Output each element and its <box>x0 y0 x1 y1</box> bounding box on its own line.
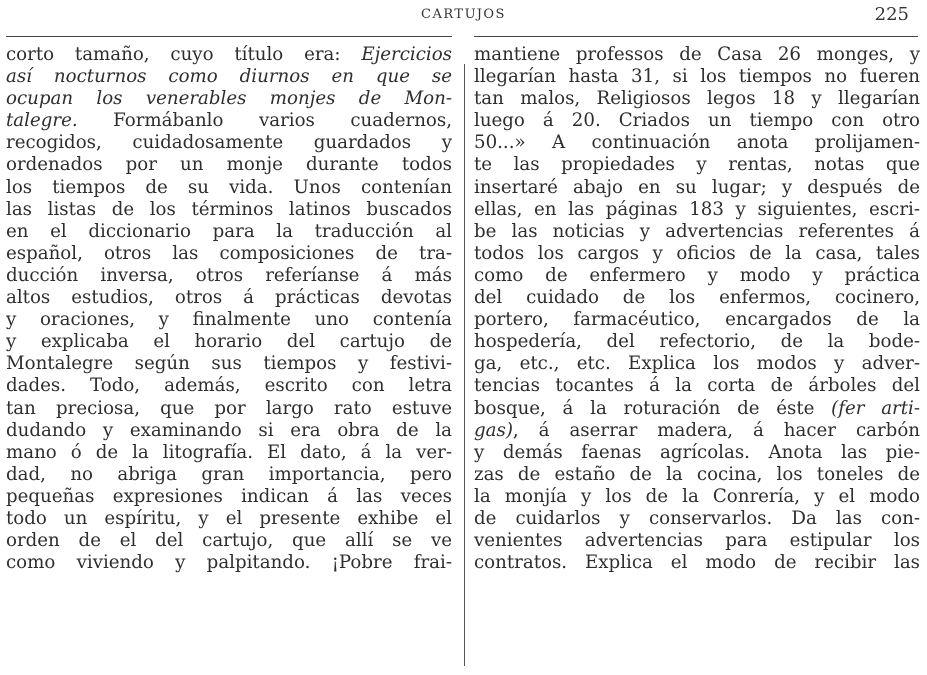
right-column-line: llegarían hasta 31, si los tiempos no fueren <box>474 66 920 88</box>
left-column-line: dad, no abriga gran importancia, pero <box>6 463 452 485</box>
right-column-line: portero, farmacéutico, encargados de la <box>474 309 920 331</box>
left-column-line: ocupan los venerables monjes de Mon- <box>6 88 452 110</box>
right-column-line: todos los cargos y oficios de la casa, tales <box>474 242 920 264</box>
left-column-line: tan preciosa, que por largo rato estuve <box>6 397 452 419</box>
left-column-line: en el diccionario para la traducción al <box>6 220 452 242</box>
left-column-line: talegre. Formábanlo varios cuadernos, <box>6 110 452 132</box>
right-column-line: mantiene professos de Casa 26 monges, y <box>474 44 920 65</box>
left-column-line: los tiempos de su vida. Unos contenían <box>6 176 452 198</box>
right-column-line: gas), á aserrar madera, á hacer carbón <box>474 419 920 441</box>
left-column-line: recogidos, cuidadosamente guardados y <box>6 132 452 154</box>
left-column-line: como viviendo y palpitando. ¡Pobre frai- <box>6 552 452 574</box>
left-column-line: Montalegre según sus tiempos y festivi- <box>6 353 452 375</box>
left-column-line: orden de el del cartujo, que allí se ve <box>6 530 452 552</box>
right-column-line: y demás faenas agrícolas. Anota las pie- <box>474 441 920 463</box>
right-column-line: como de enfermero y modo y práctica <box>474 264 920 286</box>
left-column-line: pequeñas expresiones indican á las veces <box>6 485 452 507</box>
left-column-line: y oraciones, y finalmente uno contenía <box>6 309 452 331</box>
header-rule-left <box>6 36 452 37</box>
right-column <box>474 44 920 574</box>
right-column-line: insertaré abajo en su lugar; y después de <box>474 176 920 198</box>
column-divider <box>464 64 465 666</box>
left-column-line: ordenados por un monje durante todos <box>6 154 452 176</box>
right-column-line: del cuidado de los enfermos, cocinero, <box>474 287 920 309</box>
right-column-line: tencias tocantes á la corta de árboles del <box>474 375 920 397</box>
right-column-line: luego á 20. Criados un tiempo con otro <box>474 110 920 132</box>
left-column-line: todo un espíritu, y el presente exhibe el <box>6 507 452 529</box>
right-column-line: tan malos, Religiosos legos 18 y llegarían <box>474 88 920 110</box>
right-column-line: te las propiedades y rentas, notas que <box>474 154 920 176</box>
right-column-line: la monjía y los de la Conrería, y el modo <box>474 485 920 507</box>
running-title: CARTUJOS <box>421 7 506 22</box>
left-column <box>6 44 452 574</box>
right-column-line: contratos. Explica el modo de recibir las <box>474 552 920 574</box>
left-column-line: mano ó de la litografía. El dato, á la ver- <box>6 441 452 463</box>
right-column-line: hospedería, del refectorio, de la bode- <box>474 331 920 353</box>
left-column-line: altos estudios, otros á prácticas devotas <box>6 287 452 309</box>
right-column-line: 50...» A continuación anota prolijamen- <box>474 132 920 154</box>
left-column-line: las listas de los términos latinos buscados <box>6 198 452 220</box>
right-column-line: venientes advertencias para estipular los <box>474 530 920 552</box>
left-column-line: así nocturnos como diurnos en que se <box>6 66 452 88</box>
right-column-line: ga, etc., etc. Explica los modos y adver- <box>474 353 920 375</box>
right-column-line: ellas, en las páginas 183 y siguientes, escri- <box>474 198 920 220</box>
right-column-line: zas de estaño de la cocina, los toneles de <box>474 463 920 485</box>
header-rule-right <box>474 36 918 37</box>
right-column-line: bosque, á la roturación de éste (fer arti- <box>474 397 920 419</box>
right-column-line: de cuidarlos y conservarlos. Da las con- <box>474 507 920 529</box>
left-column-line: español, otros las composiciones de tra- <box>6 242 452 264</box>
left-column-line: dades. Todo, además, escrito con letra <box>6 375 452 397</box>
page-number: 225 <box>874 4 909 25</box>
left-column-line: ducción inversa, otros referíanse á más <box>6 264 452 286</box>
page-header <box>0 0 927 32</box>
right-column-line: be las noticias y advertencias referentes á <box>474 220 920 242</box>
left-column-line: dudando y examinando si era obra de la <box>6 419 452 441</box>
left-column-line: y explicaba el horario del cartujo de <box>6 331 452 353</box>
left-column-line: corto tamaño, cuyo título era: Ejercicios <box>6 44 452 65</box>
